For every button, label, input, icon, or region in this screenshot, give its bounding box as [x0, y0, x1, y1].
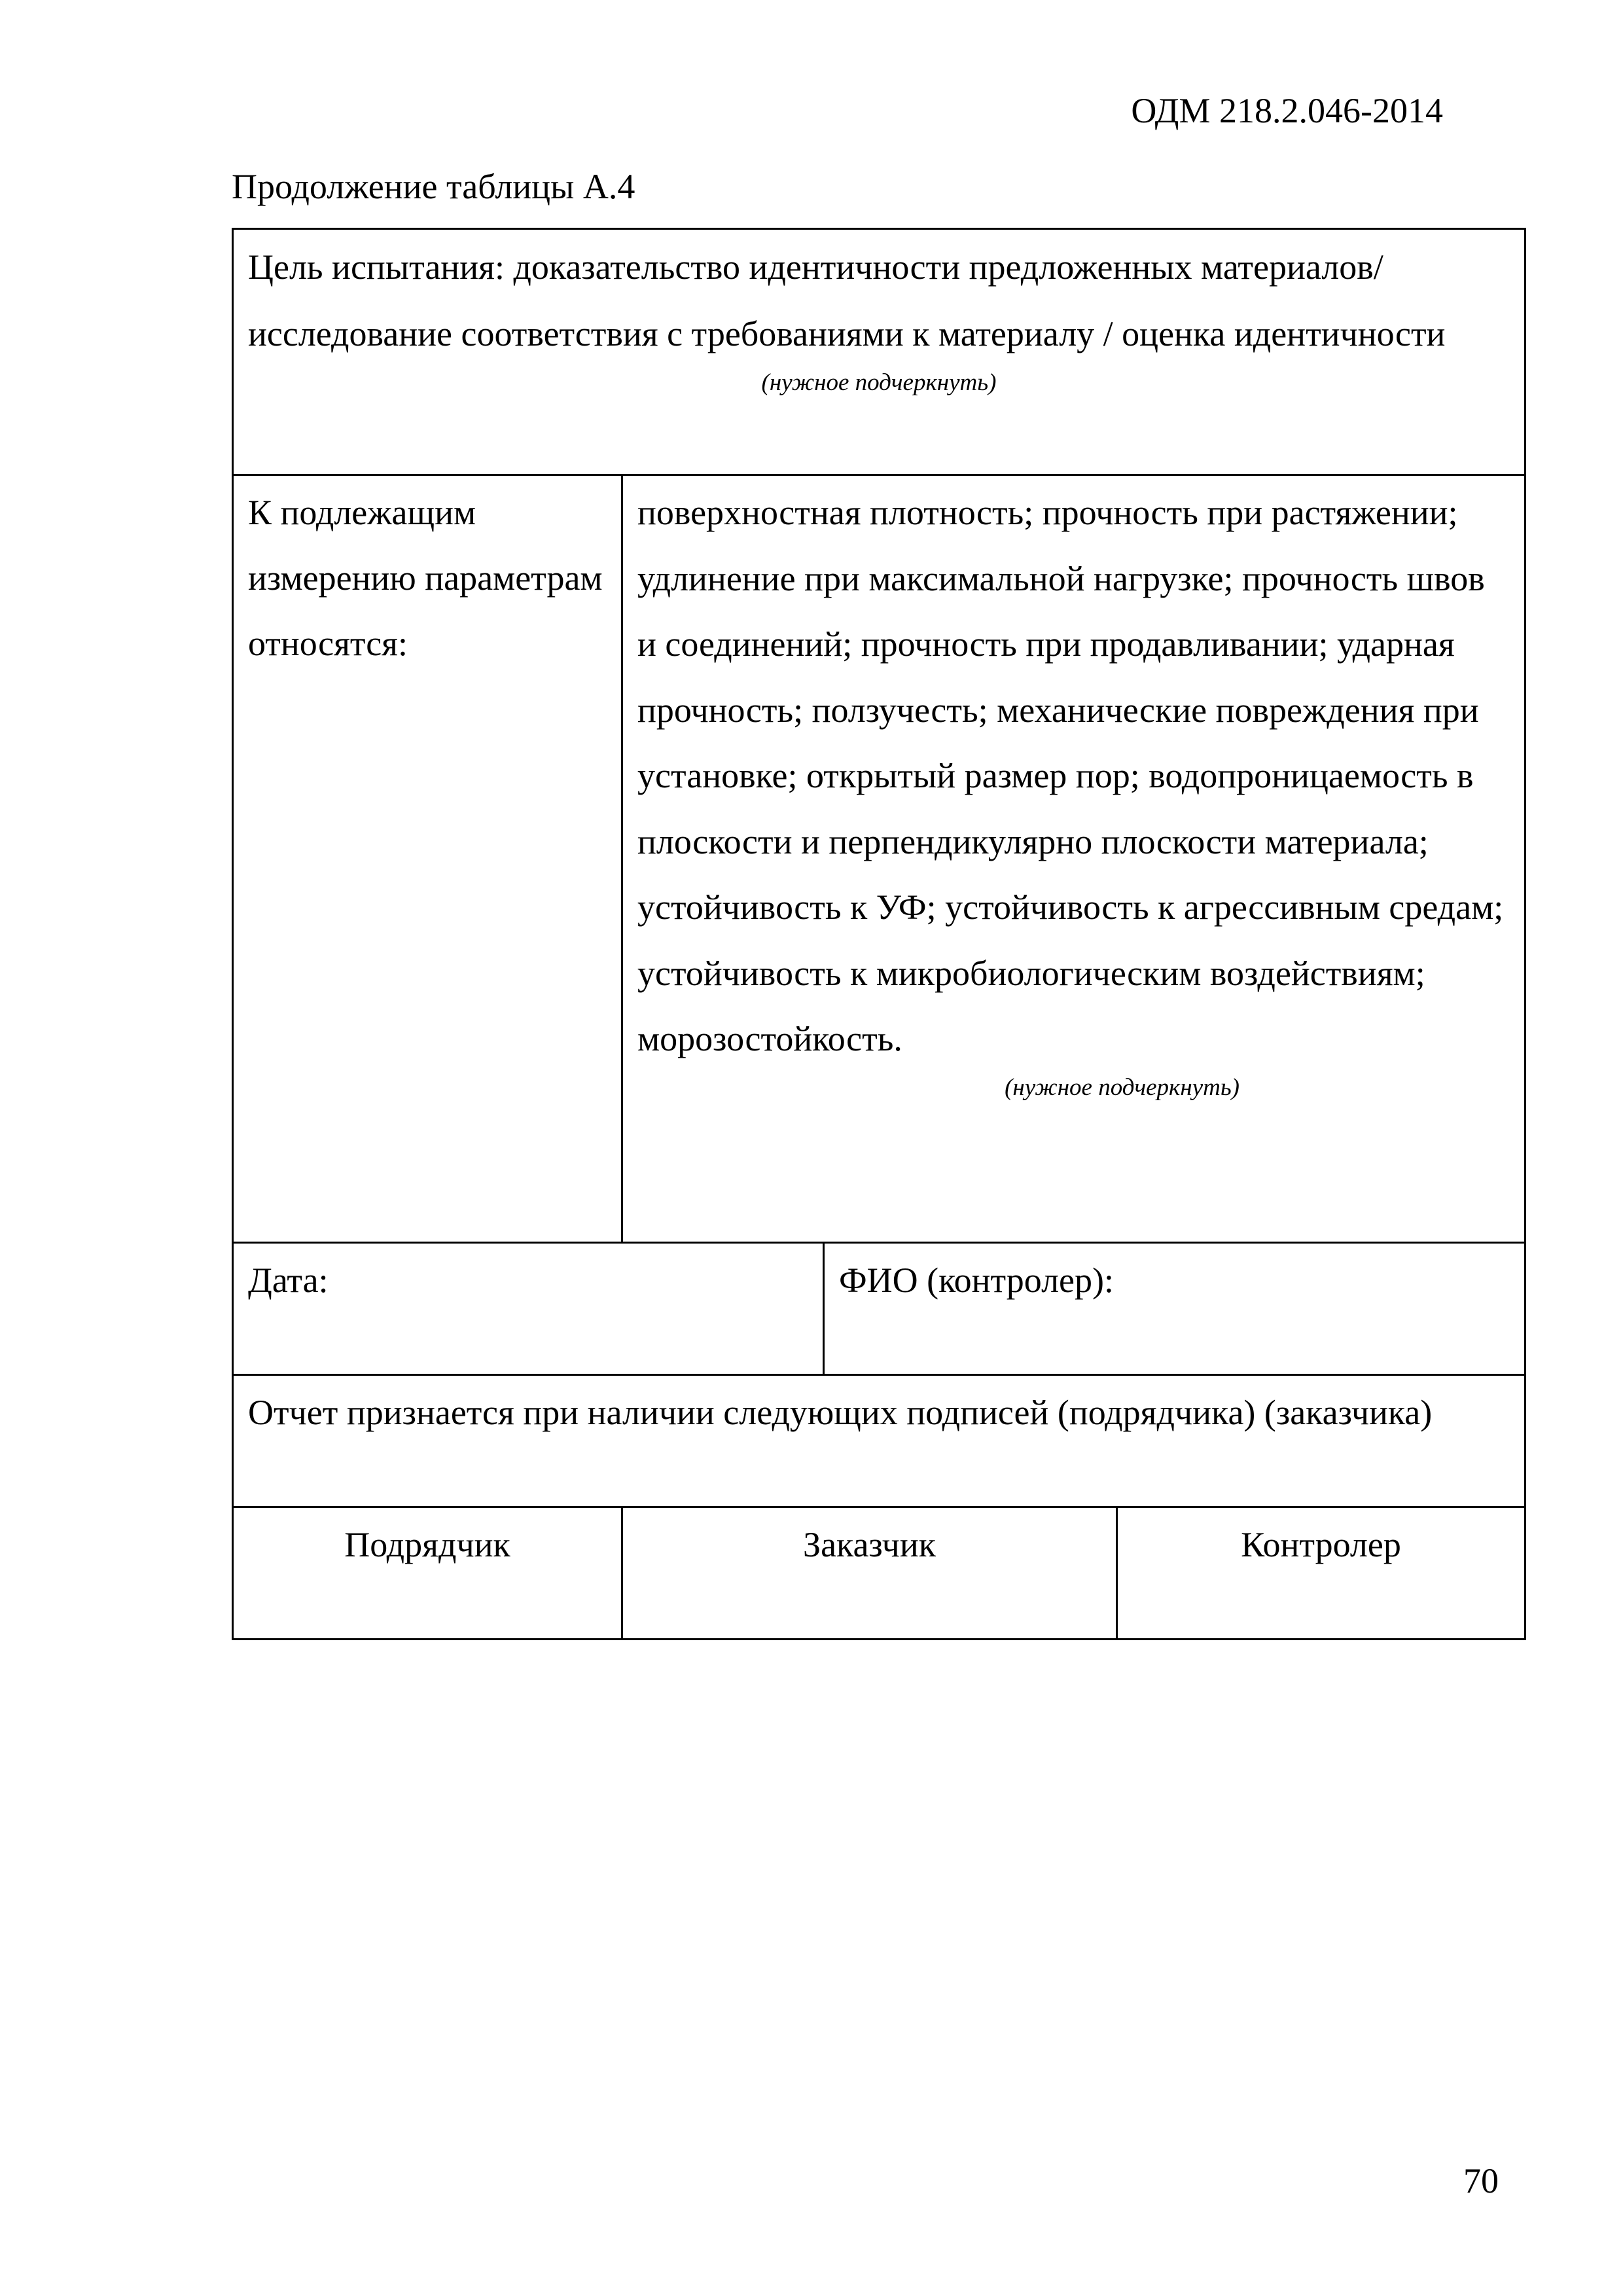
signature-cell-controller	[1117, 1507, 1525, 1640]
parameters-label: К подлежащим измерению параметрам относятся:	[248, 493, 603, 663]
signature-cell-contractor	[233, 1507, 622, 1640]
parameters-label-cell	[233, 475, 622, 1243]
date-label: Дата:	[248, 1261, 329, 1300]
controller-name-label: ФИО (контролер):	[839, 1261, 1114, 1300]
purpose-cell	[233, 229, 1525, 475]
parameters-hint: (нужное подчеркнуть)	[1005, 1073, 1240, 1101]
signatures-row	[233, 1507, 1525, 1640]
parameters-value-cell	[622, 475, 1525, 1243]
signature-label: Контролер	[1241, 1525, 1401, 1564]
signature-label: Подрядчик	[344, 1525, 510, 1564]
report-row	[233, 1375, 1525, 1507]
parameters-value: поверхностная плотность; прочность при растяжении; удлинение при максимальной нагрузке; прочность швов и соединений; прочность при продавливании; ударная прочность; ползучесть; механические повреждения при установке; открытый размер пор; водопроницаемость в плоскости и перпендикулярно плоскости материала; устойчивость к УФ; устойчивость к агрессивным средам; устойчивость к микробиологическим воздействиям; морозостойкость.	[637, 493, 1504, 1058]
page-number: 70	[1463, 2161, 1499, 2200]
date-row	[233, 1243, 1525, 1375]
inspection-form-table	[232, 228, 1526, 1640]
report-note-cell	[233, 1375, 1525, 1507]
table-caption: Продолжение таблицы А.4	[232, 167, 635, 206]
report-note: Отчет признается при наличии следующих подписей (подрядчика) (заказчика)	[248, 1393, 1433, 1432]
signature-cell-customer	[622, 1507, 1117, 1640]
parameters-row	[233, 475, 1525, 1243]
controller-name-cell	[824, 1243, 1525, 1375]
signature-label: Заказчик	[803, 1525, 936, 1564]
purpose-hint: (нужное подчеркнуть)	[761, 369, 997, 396]
purpose-row	[233, 229, 1525, 475]
date-cell	[233, 1243, 824, 1375]
purpose-text: Цель испытания: доказательство идентичности предложенных материалов/ исследование соответствия с требованиями к материалу / оценка идентичности	[248, 247, 1446, 353]
document-code: ОДМ 218.2.046-2014	[1131, 91, 1443, 130]
